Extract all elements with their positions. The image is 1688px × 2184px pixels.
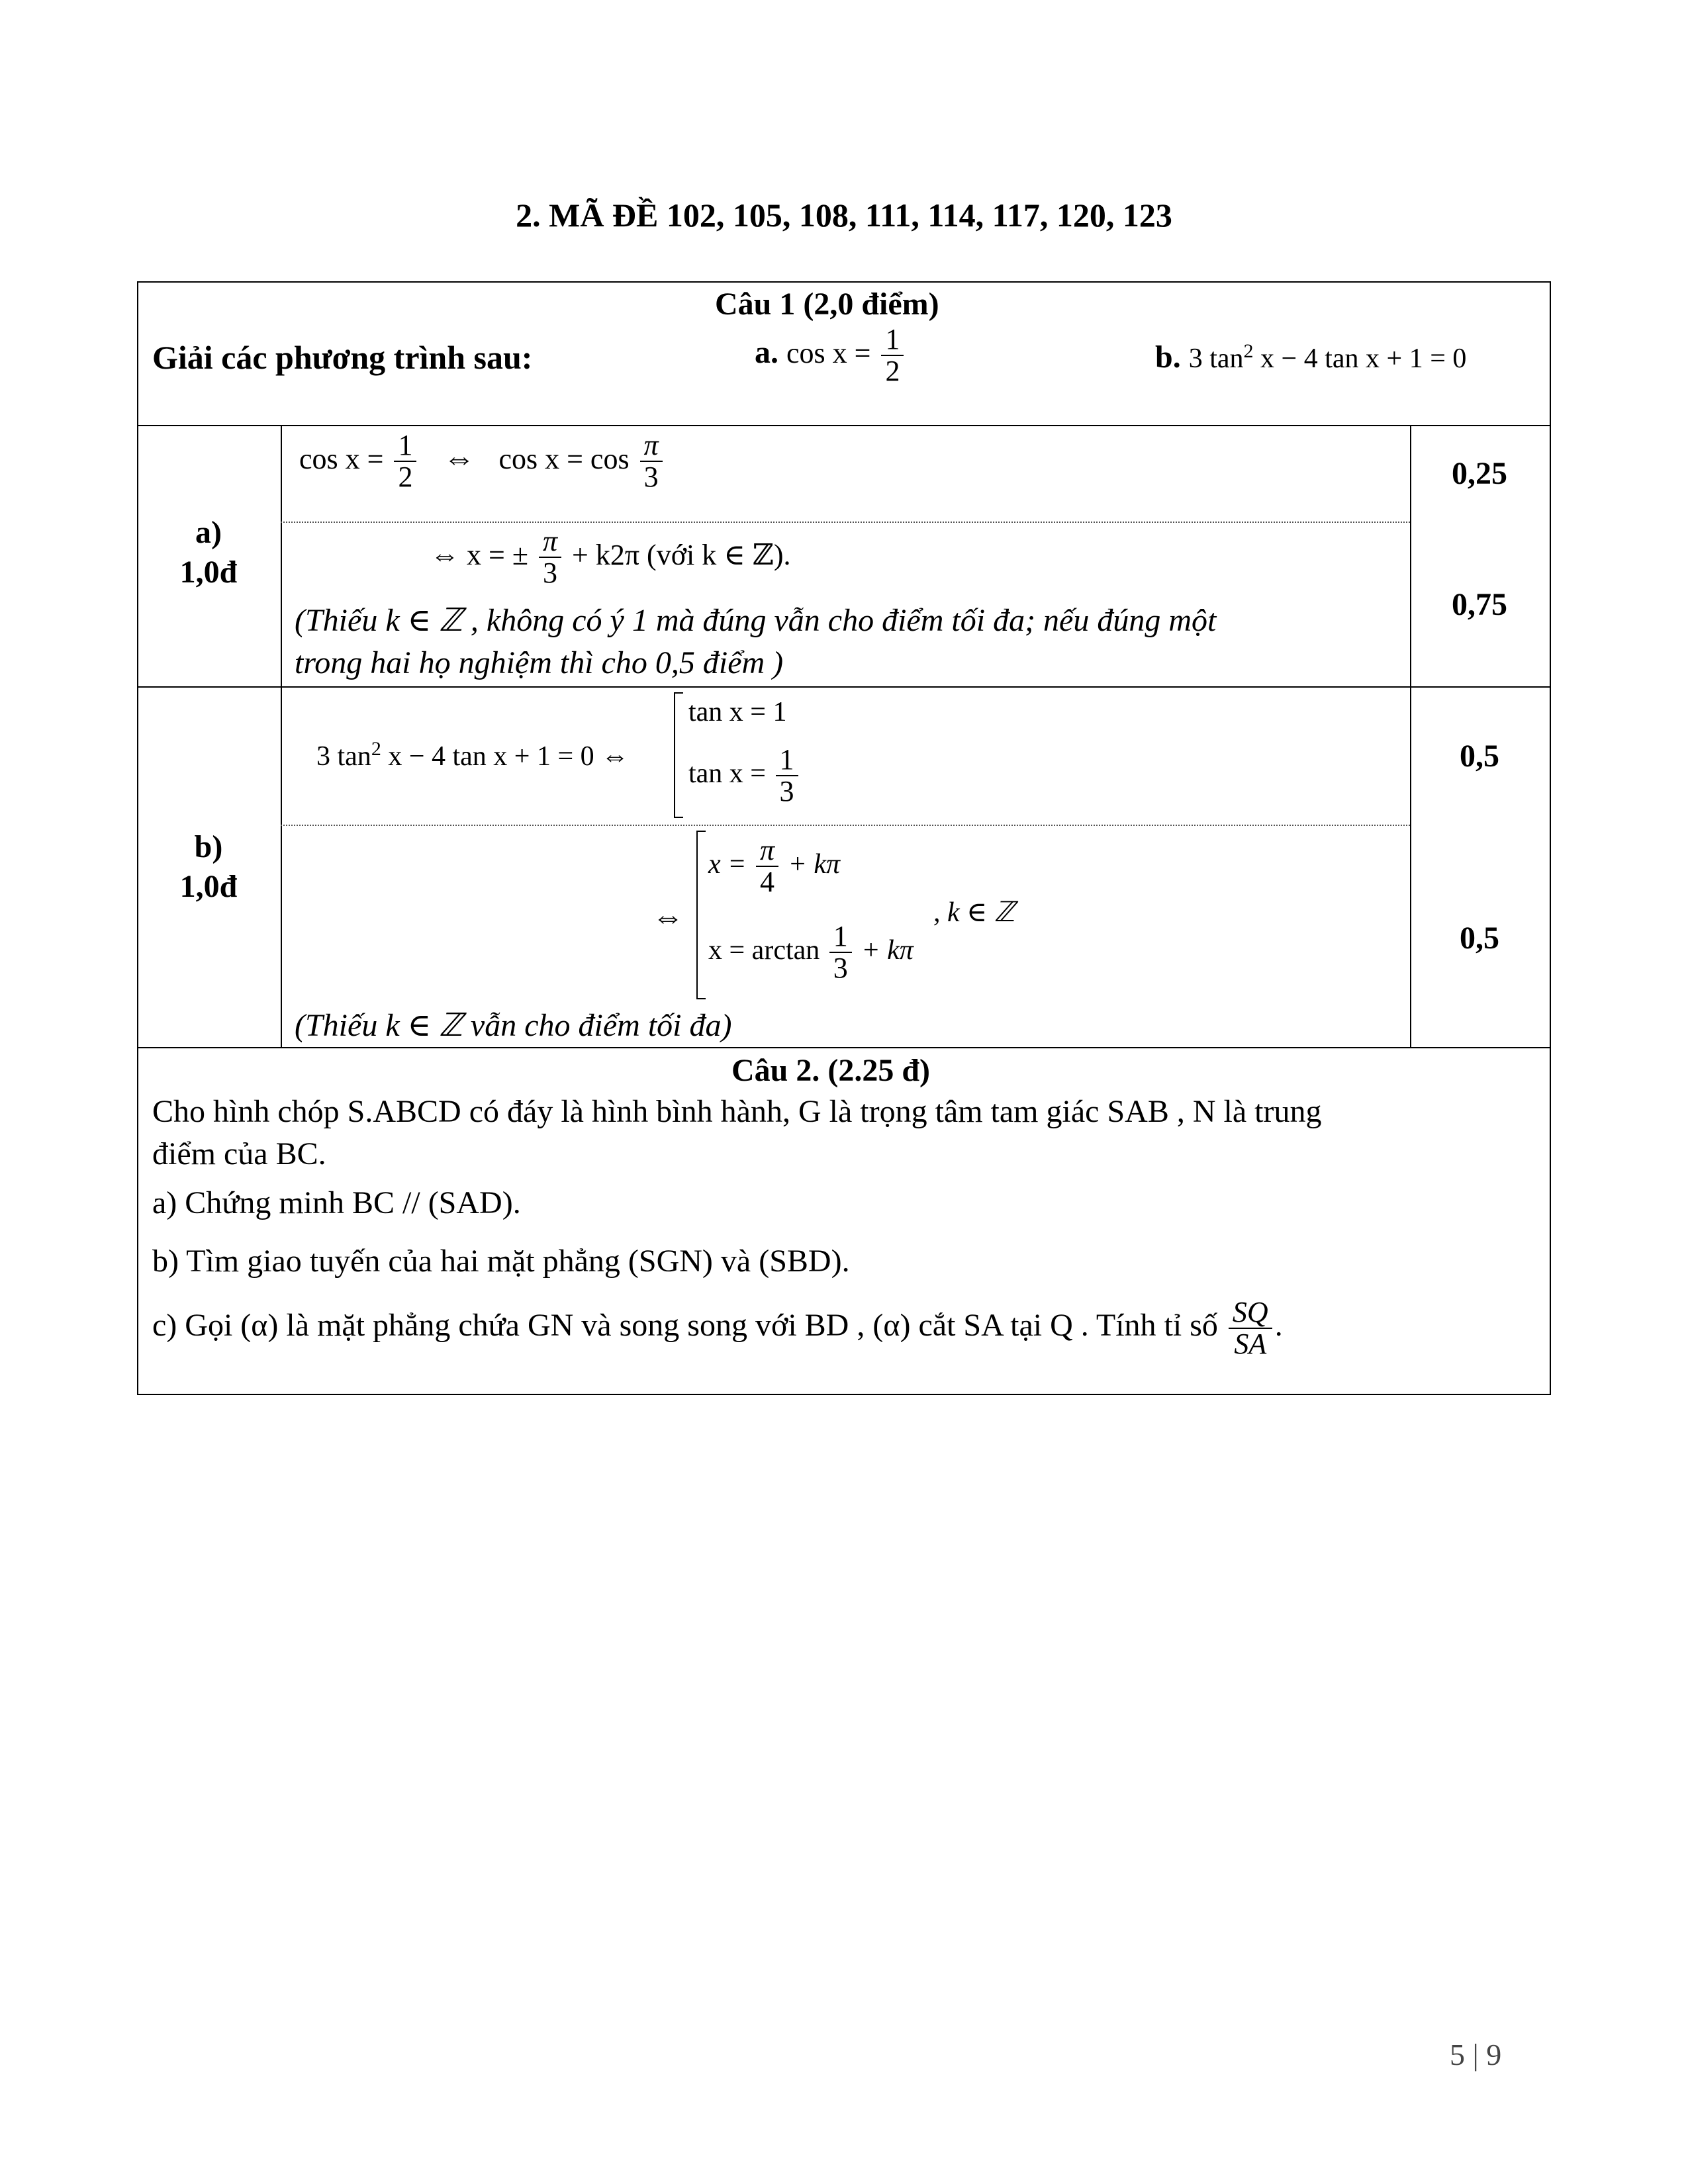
- numerator: 1: [829, 921, 852, 953]
- denominator: SA: [1234, 1328, 1267, 1361]
- part-a-note-line1: (Thiếu k ∈ ℤ , không có ý 1 mà đúng vẫn cho điểm tối đa; nếu đúng một: [295, 603, 1217, 638]
- dotted-divider: [281, 825, 1410, 826]
- part-a-step2: [430, 526, 791, 588]
- row-divider: [137, 1047, 1551, 1048]
- part-b-case2: [688, 745, 801, 807]
- section-title: 2. MÃ ĐỀ 102, 105, 108, 111, 114, 117, 120, 123: [516, 197, 1172, 234]
- fraction: [539, 526, 561, 588]
- score-a1: 0,25: [1452, 456, 1507, 491]
- q2-header: Câu 2. (2.25 đ): [731, 1053, 931, 1088]
- part-b-sol2: [708, 921, 914, 983]
- q1-part-a-equation: [755, 324, 906, 387]
- numerator: SQ: [1229, 1297, 1272, 1329]
- row-divider: [137, 686, 1551, 688]
- iff-symbol: ⇔: [443, 441, 475, 477]
- part-a-row-label: a): [195, 515, 222, 550]
- denominator: 3: [779, 775, 794, 808]
- row-divider: [137, 425, 1551, 426]
- numerator: π: [539, 526, 561, 558]
- denominator: 4: [760, 866, 774, 899]
- fraction: [640, 430, 663, 492]
- part-b-row-label: b): [194, 829, 223, 864]
- step1-lhs: cos x =: [299, 443, 384, 476]
- case-bracket: [696, 831, 706, 999]
- period: .: [1274, 1308, 1283, 1343]
- expr-post: x − 4 tan x + 1 = 0 ⇔: [381, 741, 630, 772]
- sol1-lhs: x =: [708, 848, 747, 880]
- part-a-step1: [299, 430, 665, 492]
- fraction: [1229, 1297, 1272, 1359]
- denominator: 3: [542, 557, 557, 590]
- case-bracket: [674, 692, 683, 818]
- part-b-k-domain: , k ∈ ℤ: [933, 897, 1015, 928]
- sol2-lhs: x = arctan: [708, 934, 820, 966]
- fraction: [394, 430, 416, 492]
- dotted-divider: [281, 522, 1410, 523]
- q2-line1: Cho hình chóp S.ABCD có đáy là hình bình hành, G là trọng tâm tam giác SAB , N là trung: [152, 1094, 1322, 1129]
- score-b2: 0,5: [1460, 921, 1499, 956]
- part-c-text: c) Gọi (α) là mặt phẳng chứa GN và song song với BD , (α) cắt SA tại Q . Tính tỉ số: [152, 1308, 1218, 1343]
- page-number: 5 | 9: [1450, 2038, 1502, 2071]
- q1-part-b-equation: [1155, 339, 1466, 375]
- part-a-note-line2: trong hai họ nghiệm thì cho 0,5 điểm ): [295, 645, 784, 680]
- part-a-points: 1,0đ: [179, 555, 238, 590]
- q2-part-c: [152, 1297, 1283, 1359]
- fraction: [881, 324, 904, 387]
- exponent: 2: [1243, 340, 1254, 362]
- denominator: 3: [643, 461, 659, 494]
- step1-rhs: cos x = cos: [498, 443, 630, 476]
- expr-pre: 3 tan: [1188, 343, 1244, 374]
- fraction: [776, 745, 798, 807]
- score-a2: 0,75: [1452, 587, 1507, 622]
- expr-post: x − 4 tan x + 1 = 0: [1253, 343, 1467, 374]
- q1-prompt: Giải các phương trình sau:: [152, 339, 533, 376]
- fraction: [756, 835, 778, 897]
- column-divider: [281, 425, 282, 1047]
- fraction: [829, 921, 852, 983]
- expr-pre: 3 tan: [316, 741, 371, 772]
- part-a-label-cell: [139, 513, 278, 592]
- part-b-case1: tan x = 1: [688, 697, 787, 727]
- part-b-iff: ⇔: [652, 899, 684, 934]
- part-b-sol1: [708, 835, 840, 897]
- numerator: π: [640, 430, 663, 462]
- q1-header: Câu 1 (2,0 điểm): [715, 287, 939, 322]
- score-b1: 0,5: [1460, 739, 1499, 774]
- part-a-label: a.: [755, 335, 778, 371]
- denominator: 2: [398, 461, 413, 494]
- part-b-note: (Thiếu k ∈ ℤ vẫn cho điểm tối đa): [295, 1008, 732, 1043]
- part-b-label: b.: [1155, 340, 1181, 375]
- part-b-step1: [316, 738, 629, 772]
- sol2-rest: + kπ: [861, 934, 914, 966]
- sol1-rest: + kπ: [788, 848, 841, 880]
- q2-part-a: a) Chứng minh BC // (SAD).: [152, 1185, 521, 1220]
- step2-rest: + k2π (với k ∈ ℤ).: [572, 539, 791, 572]
- part-b-label-cell: [139, 827, 278, 907]
- denominator: 3: [833, 952, 848, 985]
- numerator: π: [756, 835, 778, 867]
- q2-part-b: b) Tìm giao tuyến của hai mặt phẳng (SGN) và (SBD).: [152, 1244, 850, 1279]
- case2-lhs: tan x =: [688, 758, 766, 789]
- denominator: 2: [885, 355, 900, 388]
- numerator: 1: [776, 745, 798, 776]
- step2-lhs: ⇔ x = ±: [430, 539, 528, 572]
- numerator: 1: [394, 430, 416, 462]
- exponent: 2: [371, 738, 381, 760]
- numerator: 1: [881, 324, 904, 356]
- part-b-points: 1,0đ: [179, 869, 238, 904]
- part-b-expression: [1188, 340, 1467, 374]
- q2-line2: điểm của BC.: [152, 1136, 326, 1171]
- part-a-lhs: cos x =: [786, 337, 871, 370]
